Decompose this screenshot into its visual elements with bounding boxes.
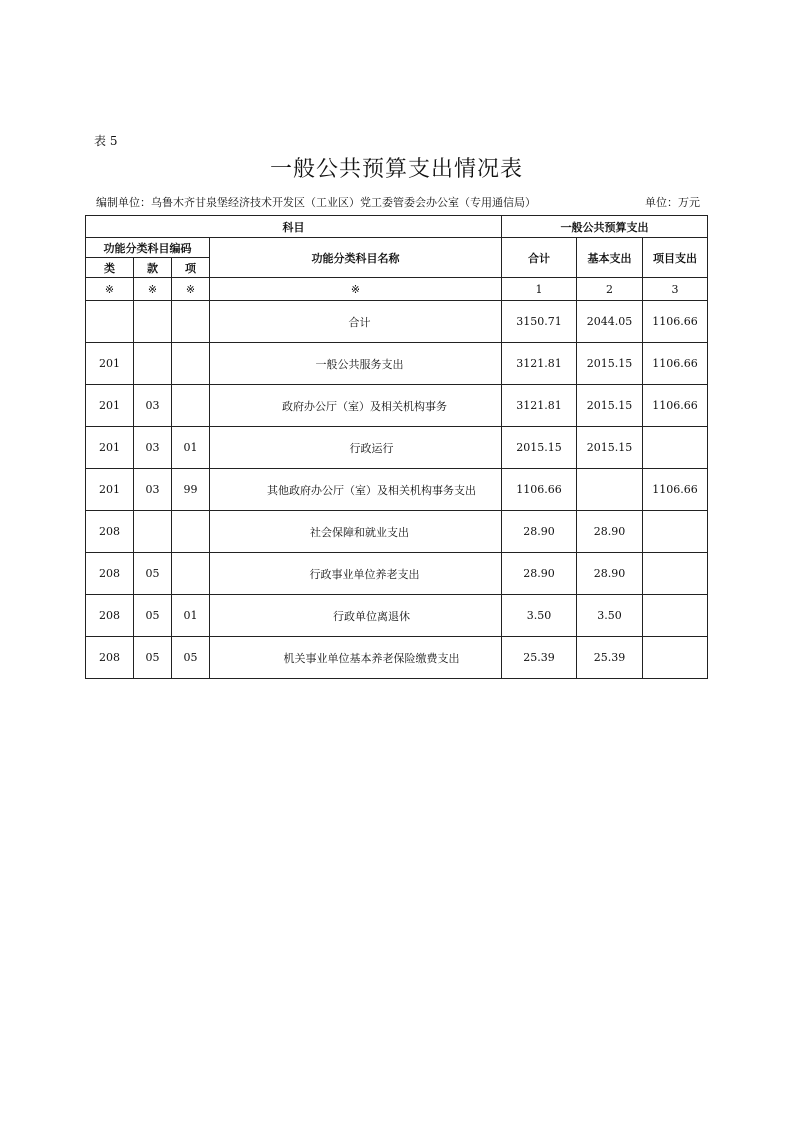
cell-total: 3150.71 [502, 301, 577, 343]
cell-basic: 28.90 [577, 511, 643, 553]
cell-lei [86, 301, 134, 343]
table-row [86, 301, 708, 343]
header-row-2 [86, 238, 708, 258]
header-row-1 [86, 216, 708, 238]
currency-unit: 单位：万元 [645, 196, 700, 209]
table-row [86, 427, 708, 469]
cell-name: 其他政府办公厅（室）及相关机构事务支出 [210, 469, 502, 511]
cell-project [643, 511, 708, 553]
cell-name: 机关事业单位基本养老保险缴费支出 [210, 637, 502, 679]
cell-total: 3121.81 [502, 343, 577, 385]
cell-lei: 208 [86, 637, 134, 679]
cell-lei: 201 [86, 343, 134, 385]
cell-total: 2015.15 [502, 427, 577, 469]
cell-basic [577, 469, 643, 511]
cell-kuan: 03 [134, 385, 172, 427]
page-title: 一般公共预算支出情况表 [269, 157, 523, 182]
cell-project: 1106.66 [643, 343, 708, 385]
cell-lei: 201 [86, 469, 134, 511]
cell-lei: 201 [86, 385, 134, 427]
cell-project: 1106.66 [643, 469, 708, 511]
cell-lei: 208 [86, 595, 134, 637]
cell-basic: 2015.15 [577, 343, 643, 385]
cell-lei: 208 [86, 553, 134, 595]
index-cell: ※ [134, 278, 172, 301]
table-row [86, 637, 708, 679]
cell-project [643, 637, 708, 679]
cell-name: 行政事业单位养老支出 [210, 553, 502, 595]
table-number-label: 表 5 [94, 134, 118, 148]
meta-row [96, 194, 700, 210]
cell-total: 28.90 [502, 511, 577, 553]
cell-total: 3121.81 [502, 385, 577, 427]
cell-xiang [172, 385, 210, 427]
cell-kuan: 03 [134, 427, 172, 469]
cell-name: 合计 [210, 301, 502, 343]
cell-basic: 2015.15 [577, 385, 643, 427]
compiling-unit: 编制单位：乌鲁木齐甘泉堡经济技术开发区（工业区）党工委管委会办公室（专用通信局） [96, 196, 536, 209]
header-project: 项目支出 [643, 238, 708, 278]
header-subject-name: 功能分类科目名称 [210, 238, 502, 278]
cell-project [643, 553, 708, 595]
cell-kuan [134, 511, 172, 553]
cell-project [643, 427, 708, 469]
table-row [86, 511, 708, 553]
header-basic: 基本支出 [577, 238, 643, 278]
index-cell: 2 [577, 278, 643, 301]
cell-basic: 2015.15 [577, 427, 643, 469]
cell-kuan: 05 [134, 595, 172, 637]
cell-basic: 28.90 [577, 553, 643, 595]
cell-project: 1106.66 [643, 385, 708, 427]
cell-kuan: 05 [134, 637, 172, 679]
cell-xiang: 01 [172, 595, 210, 637]
cell-name: 政府办公厅（室）及相关机构事务 [210, 385, 502, 427]
cell-lei: 201 [86, 427, 134, 469]
cell-xiang [172, 511, 210, 553]
cell-xiang: 99 [172, 469, 210, 511]
cell-total: 1106.66 [502, 469, 577, 511]
index-cell: ※ [172, 278, 210, 301]
table-row [86, 553, 708, 595]
header-xiang: 项 [172, 258, 210, 278]
table-row [86, 343, 708, 385]
cell-total: 25.39 [502, 637, 577, 679]
cell-basic: 3.50 [577, 595, 643, 637]
cell-xiang: 01 [172, 427, 210, 469]
cell-xiang [172, 553, 210, 595]
cell-name: 社会保障和就业支出 [210, 511, 502, 553]
index-cell: 3 [643, 278, 708, 301]
cell-xiang: 05 [172, 637, 210, 679]
cell-total: 3.50 [502, 595, 577, 637]
cell-kuan: 05 [134, 553, 172, 595]
cell-basic: 2044.05 [577, 301, 643, 343]
header-subject: 科目 [86, 216, 502, 238]
index-cell: 1 [502, 278, 577, 301]
table-row [86, 385, 708, 427]
header-code-group: 功能分类科目编码 [86, 238, 210, 258]
index-row [86, 278, 708, 301]
index-cell: ※ [86, 278, 134, 301]
index-cell: ※ [210, 278, 502, 301]
cell-basic: 25.39 [577, 637, 643, 679]
cell-kuan [134, 343, 172, 385]
cell-xiang [172, 301, 210, 343]
header-budget-group: 一般公共预算支出 [502, 216, 708, 238]
cell-project [643, 595, 708, 637]
cell-name: 行政单位离退休 [210, 595, 502, 637]
cell-name: 行政运行 [210, 427, 502, 469]
header-lei: 类 [86, 258, 134, 278]
cell-xiang [172, 343, 210, 385]
cell-lei: 208 [86, 511, 134, 553]
cell-project: 1106.66 [643, 301, 708, 343]
cell-total: 28.90 [502, 553, 577, 595]
budget-expenditure-table [85, 215, 708, 679]
table-row [86, 469, 708, 511]
table-row [86, 595, 708, 637]
cell-kuan: 03 [134, 469, 172, 511]
cell-name: 一般公共服务支出 [210, 343, 502, 385]
cell-kuan [134, 301, 172, 343]
header-kuan: 款 [134, 258, 172, 278]
header-total: 合计 [502, 238, 577, 278]
